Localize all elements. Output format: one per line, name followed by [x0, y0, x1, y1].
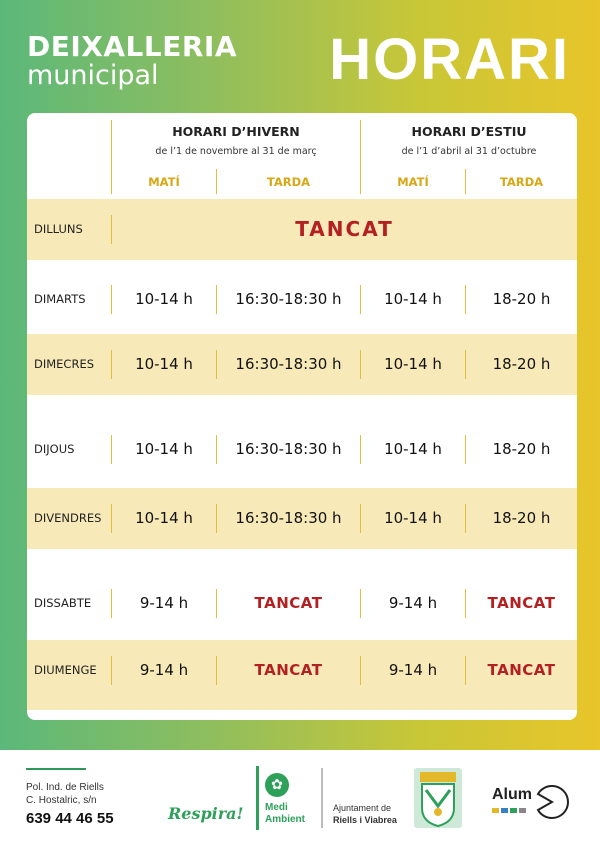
- table-row-divendres: [27, 488, 577, 549]
- summer-morning-label: MATÍ: [397, 175, 429, 189]
- address-line2: C. Hostalric, s/n: [26, 795, 97, 806]
- address-accent-bar: [26, 768, 86, 770]
- day-label: DIMARTS: [34, 292, 86, 306]
- alum-pacman-icon: [534, 784, 570, 820]
- closed-all-day: TANCAT: [295, 217, 394, 241]
- ajuntament-label: [333, 802, 397, 826]
- medi-ambient-bar: [256, 766, 259, 830]
- winter-morning-hours: 10-14 h: [135, 290, 193, 308]
- medi-ambient-logo: [265, 802, 305, 826]
- yellow-square: [492, 808, 499, 813]
- winter-morning-hours: 10-14 h: [135, 440, 193, 458]
- day-label: DILLUNS: [34, 222, 83, 236]
- green-square: [510, 808, 517, 813]
- winter-morning-hours: 9-14 h: [139, 661, 189, 679]
- logo-divider: [321, 768, 323, 828]
- alum-color-squares: [492, 808, 526, 813]
- alum-label: Alum: [492, 786, 532, 803]
- day-label: DIMECRES: [34, 357, 95, 371]
- summer-morning-hours: 10-14 h: [384, 355, 442, 373]
- winter-morning-hours: 9-14 h: [139, 594, 189, 612]
- winter-subtitle: de l’1 de novembre al 31 de març: [155, 146, 317, 157]
- winter-afternoon-hours: 16:30-18:30 h: [235, 440, 342, 458]
- grey-square: [519, 808, 526, 813]
- winter-afternoon-label: TARDA: [266, 175, 311, 189]
- summer-subtitle: de l’1 d’abril al 31 d’octubre: [401, 146, 537, 157]
- ajuntament-line1: Ajuntament de: [333, 803, 392, 813]
- table-row-dilluns: [27, 199, 577, 260]
- summer-afternoon-closed: TANCAT: [487, 661, 556, 679]
- leaf-icon: ✿: [265, 773, 289, 797]
- brand-subtitle: municipal: [27, 60, 159, 91]
- page-title: HORARI: [329, 27, 570, 92]
- winter-afternoon-hours: 16:30-18:30 h: [235, 290, 342, 308]
- medi-line2: Ambient: [265, 814, 305, 825]
- day-label: DISSABTE: [34, 596, 92, 610]
- summer-afternoon-hours: 18-20 h: [492, 355, 551, 373]
- winter-afternoon-closed: TANCAT: [254, 594, 323, 612]
- summer-morning-hours: 9-14 h: [388, 661, 438, 679]
- summer-title: HORARI D’ESTIU: [411, 124, 527, 139]
- summer-afternoon-hours: 18-20 h: [492, 290, 551, 308]
- table-row-dissabte: [27, 573, 577, 634]
- phone-number: 639 44 46 55: [26, 810, 114, 827]
- brand-title: DEIXALLERIA: [27, 30, 238, 63]
- table-row-diumenge: [27, 640, 577, 710]
- summer-morning-hours: 10-14 h: [384, 440, 442, 458]
- day-label: DIJOUS: [34, 442, 75, 456]
- winter-afternoon-hours: 16:30-18:30 h: [235, 509, 342, 527]
- summer-morning-hours: 10-14 h: [384, 290, 442, 308]
- alum-logo: [492, 782, 572, 822]
- address-line1: Pol. Ind. de Riells: [26, 782, 104, 793]
- summer-afternoon-hours: 18-20 h: [492, 440, 551, 458]
- winter-morning-hours: 10-14 h: [135, 355, 193, 373]
- day-label: DIUMENGE: [34, 663, 97, 677]
- footer: [0, 750, 600, 849]
- blue-square: [501, 808, 508, 813]
- summer-afternoon-hours: 18-20 h: [492, 509, 551, 527]
- schedule-table: [27, 113, 577, 720]
- winter-morning-label: MATÍ: [148, 175, 180, 189]
- table-header: [27, 113, 577, 198]
- summer-morning-hours: 10-14 h: [384, 509, 442, 527]
- address: [26, 781, 104, 807]
- table-row-dijous: [27, 419, 577, 480]
- winter-title: HORARI D’HIVERN: [172, 124, 300, 139]
- table-row-dimarts: [27, 269, 577, 330]
- summer-morning-hours: 9-14 h: [388, 594, 438, 612]
- day-label: DIVENDRES: [34, 511, 102, 525]
- table-row-dimecres: [27, 334, 577, 395]
- medi-line1: Medi: [265, 802, 288, 813]
- coat-of-arms-graphic: [414, 768, 462, 828]
- coat-of-arms-icon: [414, 768, 462, 828]
- summer-afternoon-label: TARDA: [499, 175, 544, 189]
- winter-afternoon-hours: 16:30-18:30 h: [235, 355, 342, 373]
- ajuntament-line2: Riells i Viabrea: [333, 815, 397, 825]
- summer-afternoon-closed: TANCAT: [487, 594, 556, 612]
- respira-logo: Respira!: [168, 804, 244, 823]
- winter-afternoon-closed: TANCAT: [254, 661, 323, 679]
- winter-morning-hours: 10-14 h: [135, 509, 193, 527]
